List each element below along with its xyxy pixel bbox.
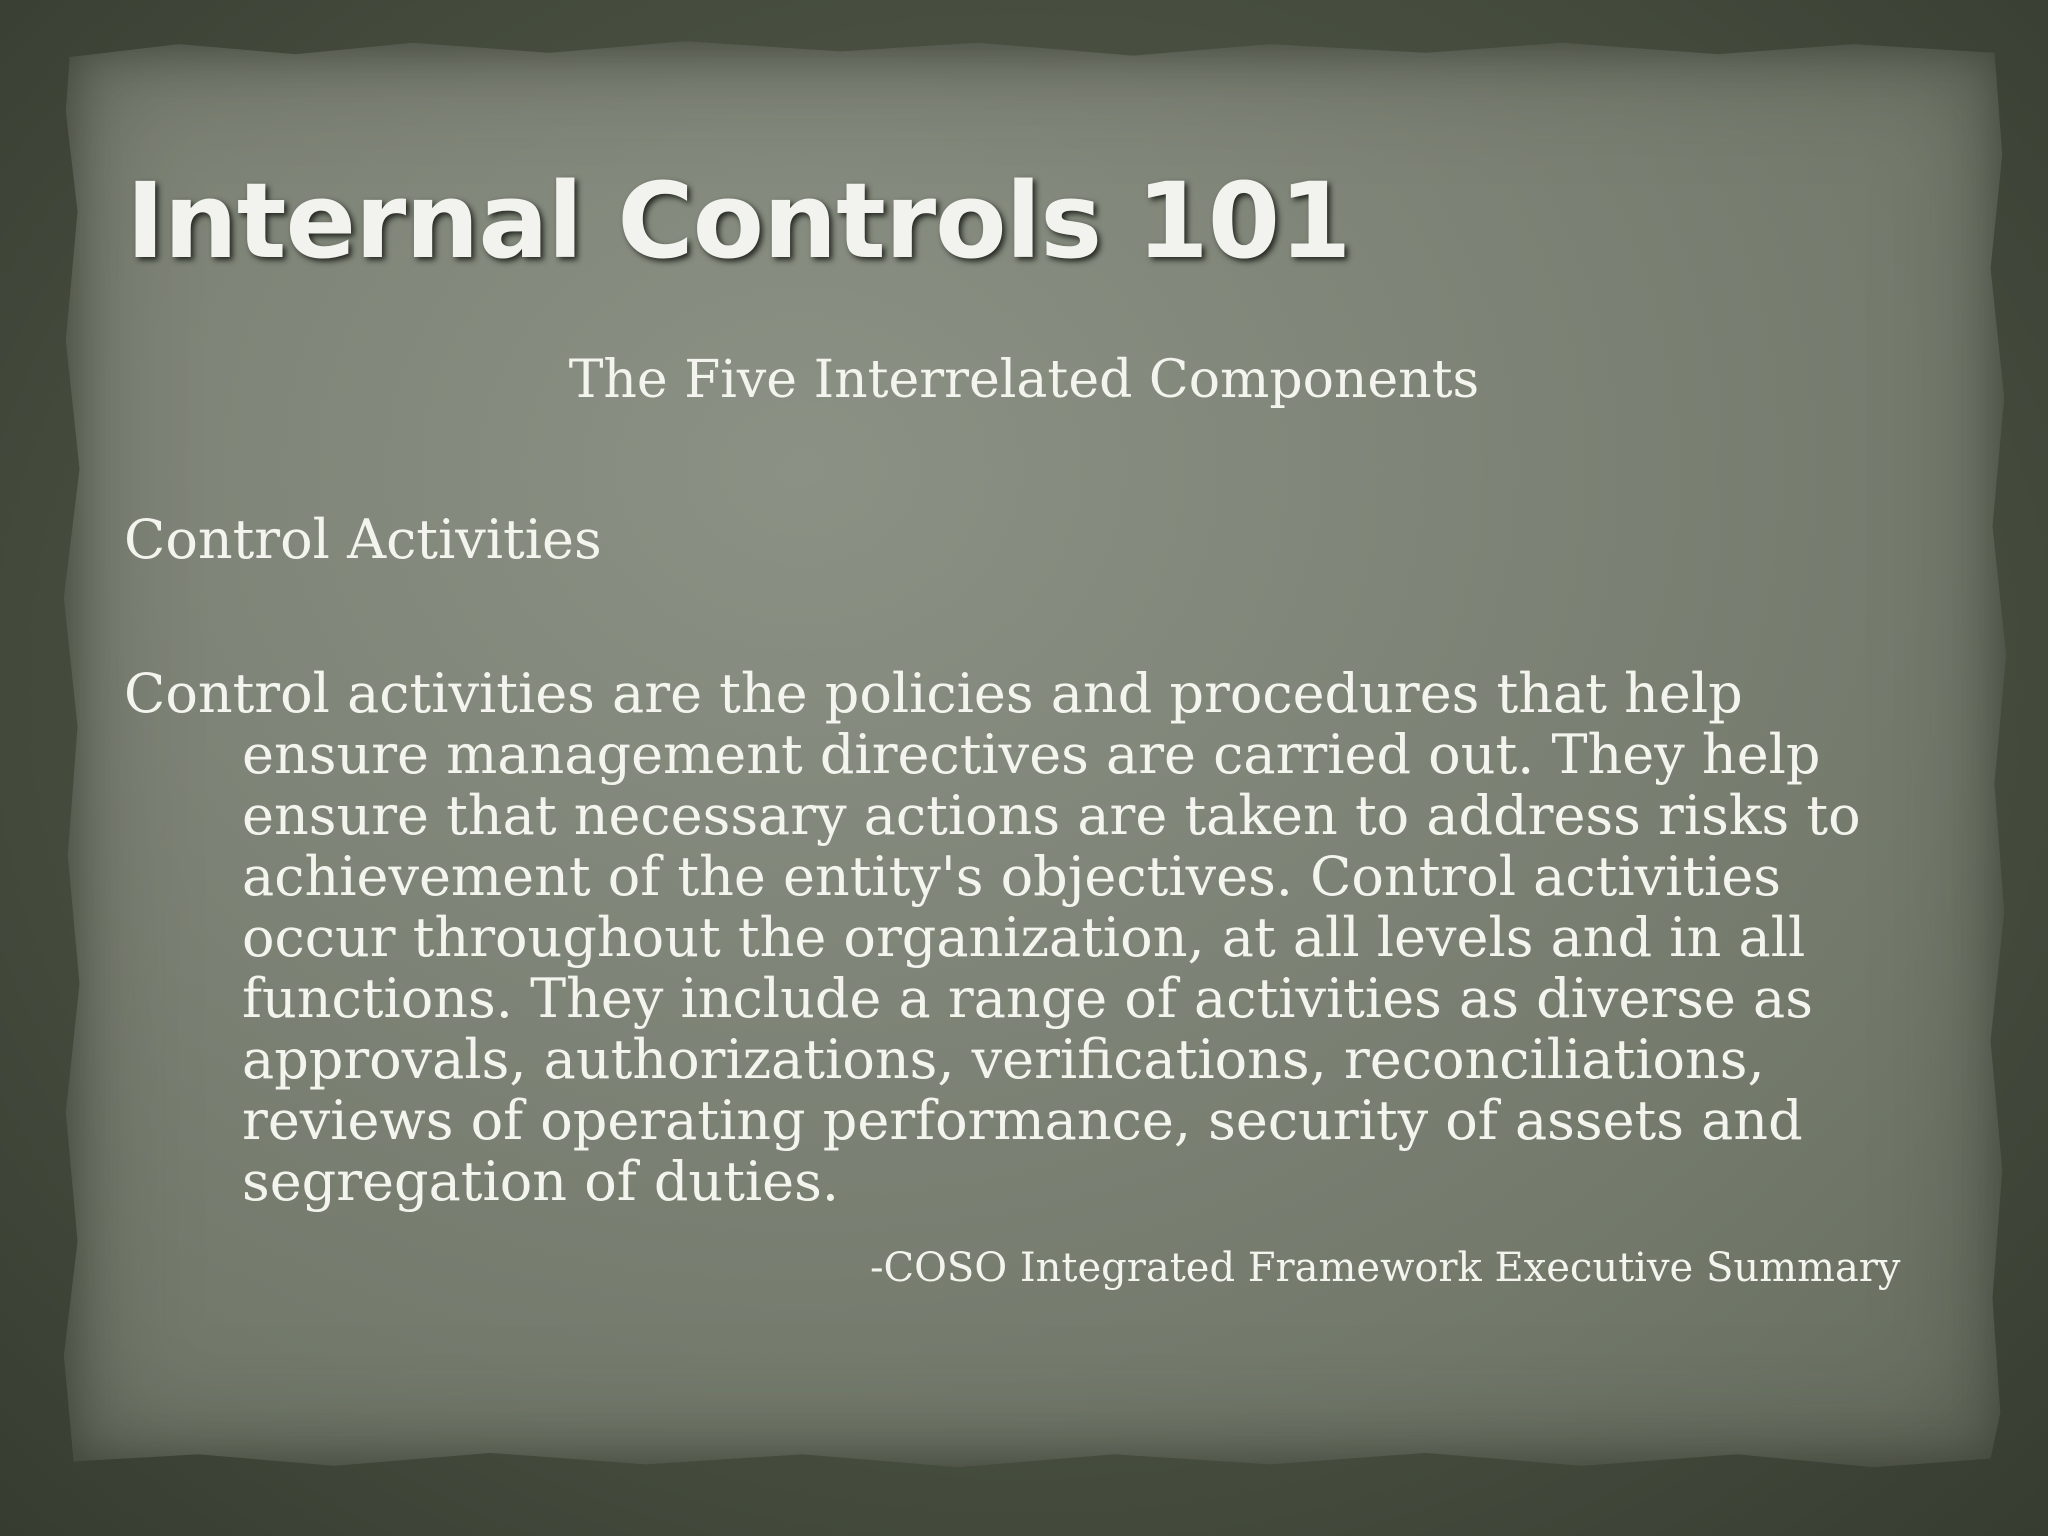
quote-attribution: -COSO Integrated Framework Executive Summary <box>870 1245 1901 1291</box>
slide-title: Internal Controls 101 <box>126 160 1351 282</box>
body-paragraph: Control activities are the policies and procedures that help ensure management directives are carried out. They help ensure that necessary actions are taken to address risks to achievement of the entity's objectives. Control activities occur throughout the organization, at all levels and in all functions. They include a range of activities as diverse as approvals, authorizations, verifications, reconciliations, reviews of operating performance, security of assets and segregation of duties. <box>124 662 1861 1213</box>
slide-subtitle-text: The Five Interrelated Components <box>568 350 1480 410</box>
section-heading: Control Activities <box>124 508 602 571</box>
slide-subtitle <box>0 350 2048 410</box>
